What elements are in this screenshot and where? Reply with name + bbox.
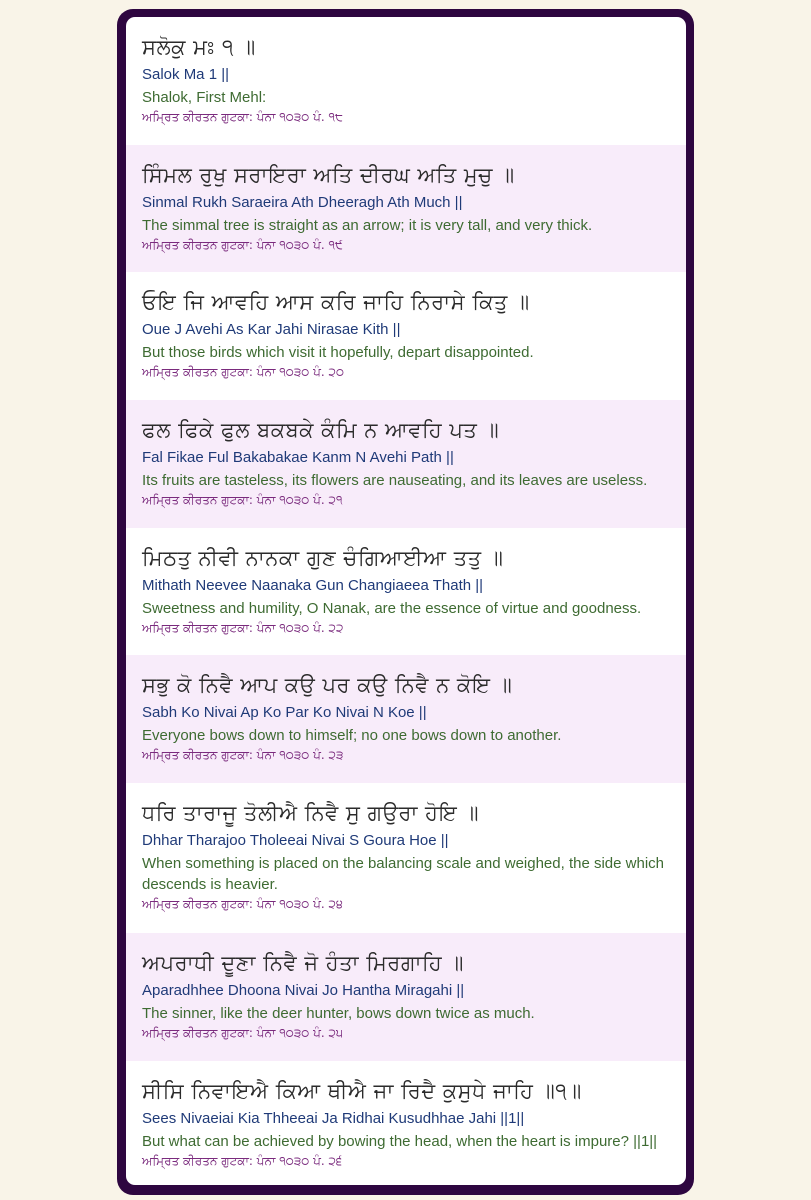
gurmukhi-line: ਧਰਿ ਤਾਰਾਜੂ ਤੋਲੀਐ ਨਿਵੈ ਸੁ ਗਉਰਾ ਹੋਇ ॥ [142, 801, 480, 826]
gurmukhi-line: ਫਲ ਫਿਕੇ ਫੁਲ ਬਕਬਕੇ ਕੰਮਿ ਨ ਆਵਹਿ ਪਤ ॥ [142, 418, 500, 443]
verse-card[interactable] [126, 783, 686, 933]
gurmukhi-line: ਸਲੋਕੁ ਮਃ ੧ ॥ [142, 35, 256, 59]
transliteration-line: Aparadhhee Dhoona Nivai Jo Hantha Miragahi || [142, 982, 465, 1000]
source-reference: ਅਮ੍ਰਿਤ ਕੀਰਤਨ ਗੁਟਕਾ: ਪੰਨਾ ੧੦੩੦ ਪੰ. ੨੦ [142, 365, 345, 380]
transliteration-line: Sees Nivaeiai Kia Thheeai Ja Ridhai Kusudhhae Jahi ||1|| [142, 1109, 525, 1127]
source-reference: ਅਮ੍ਰਿਤ ਕੀਰਤਨ ਗੁਟਕਾ: ਪੰਨਾ ੧੦੩੦ ਪੰ. ੨੨ [142, 620, 344, 635]
transliteration-line: Sinmal Rukh Saraeira Ath Dheeragh Ath Much || [142, 193, 463, 211]
transliteration-line: Fal Fikae Ful Bakabakae Kanm N Avehi Path || [142, 449, 454, 467]
verse-card[interactable] [126, 400, 686, 528]
source-reference: ਅਮ੍ਰਿਤ ਕੀਰਤਨ ਗੁਟਕਾ: ਪੰਨਾ ੧੦੩੦ ਪੰ. ੧੯ [142, 237, 343, 252]
gurmukhi-line: ਅਪਰਾਧੀ ਦੂਣਾ ਨਿਵੈ ਜੋ ਹੰਤਾ ਮਿਰਗਾਹਿ ॥ [142, 951, 464, 976]
transliteration-line: Mithath Neevee Naanaka Gun Changiaeea Thath || [142, 576, 484, 594]
verse-card[interactable] [126, 17, 686, 145]
gurmukhi-line: ਮਿਠਤੁ ਨੀਵੀ ਨਾਨਕਾ ਗੁਣ ਚੰਗਿਆਈਆ ਤਤੁ ॥ [142, 545, 504, 570]
source-reference: ਅਮ੍ਰਿਤ ਕੀਰਤਨ ਗੁਟਕਾ: ਪੰਨਾ ੧੦੩੦ ਪੰ. ੨੩ [142, 748, 344, 763]
source-reference: ਅਮ੍ਰਿਤ ਕੀਰਤਨ ਗੁਟਕਾ: ਪੰਨਾ ੧੦੩੦ ਪੰ. ੨੫ [142, 1026, 344, 1041]
source-reference: ਅਮ੍ਰਿਤ ਕੀਰਤਨ ਗੁਟਕਾ: ਪੰਨਾ ੧੦੩੦ ਪੰ. ੧੮ [142, 110, 343, 124]
translation-line: Sweetness and humility, O Nanak, are the essence of virtue and goodness. [142, 599, 642, 617]
source-reference: ਅਮ੍ਰਿਤ ਕੀਰਤਨ ਗੁਟਕਾ: ਪੰਨਾ ੧੦੩੦ ਪੰ. ੨੧ [142, 493, 343, 508]
translation-line: Shalok, First Mehl: [142, 89, 267, 106]
gurmukhi-line: ਸੀਸਿ ਨਿਵਾਇਐ ਕਿਆ ਥੀਐ ਜਾ ਰਿਦੈ ਕੁਸੁਧੇ ਜਾਹਿ ॥੧॥ [142, 1078, 582, 1103]
transliteration-line: Dhhar Tharajoo Tholeeai Nivai S Goura Hoe || [142, 832, 449, 850]
transliteration-line: Salok Ma 1 || [142, 66, 229, 83]
transliteration-line: Sabh Ko Nivai Ap Ko Par Ko Nivai N Koe || [142, 704, 427, 722]
source-reference: ਅਮ੍ਰਿਤ ਕੀਰਤਨ ਗੁਟਕਾ: ਪੰਨਾ ੧੦੩੦ ਪੰ. ੨੬ [142, 1153, 343, 1168]
gurmukhi-line: ਸਭੁ ਕੋ ਨਿਵੈ ਆਪ ਕਉ ਪਰ ਕਉ ਨਿਵੈ ਨ ਕੋਇ ॥ [142, 673, 513, 698]
translation-line: Everyone bows down to himself; no one bows down to another. [142, 727, 562, 745]
translation-line: The sinner, like the deer hunter, bows down twice as much. [142, 1005, 535, 1023]
transliteration-line: Oue J Avehi As Kar Jahi Nirasae Kith || [142, 321, 401, 339]
verse-card[interactable] [126, 145, 686, 273]
source-reference: ਅਮ੍ਰਿਤ ਕੀਰਤਨ ਗੁਟਕਾ: ਪੰਨਾ ੧੦੩੦ ਪੰ. ੨੪ [142, 897, 343, 912]
gurmukhi-line: ਸਿੰਮਲ ਰੁਖੁ ਸਰਾਇਰਾ ਅਤਿ ਦੀਰਘ ਅਤਿ ਮੁਚੁ ॥ [142, 162, 515, 187]
verse-card[interactable] [126, 933, 686, 1061]
translation-line: Its fruits are tasteless, its flowers are nauseating, and its leaves are useless. [142, 472, 648, 490]
translation-line: But what can be achieved by bowing the head, when the heart is impure? ||1|| [142, 1132, 658, 1150]
shabad-frame [117, 9, 694, 1195]
verse-card[interactable] [126, 1061, 686, 1185]
translation-line: When something is placed on the balancing scale and weighed, the side which descends is heavier. [142, 855, 664, 894]
verse-list [126, 17, 686, 1185]
translation-line: The simmal tree is straight as an arrow; it is very tall, and very thick. [142, 216, 593, 234]
gurmukhi-line: ਓਇ ਜਿ ਆਵਹਿ ਆਸ ਕਰਿ ਜਾਹਿ ਨਿਰਾਸੇ ਕਿਤੁ ॥ [142, 290, 530, 315]
verse-card[interactable] [126, 528, 686, 656]
verse-card[interactable] [126, 655, 686, 783]
verse-card[interactable] [126, 272, 686, 400]
translation-line: But those birds which visit it hopefully, depart disappointed. [142, 344, 534, 362]
